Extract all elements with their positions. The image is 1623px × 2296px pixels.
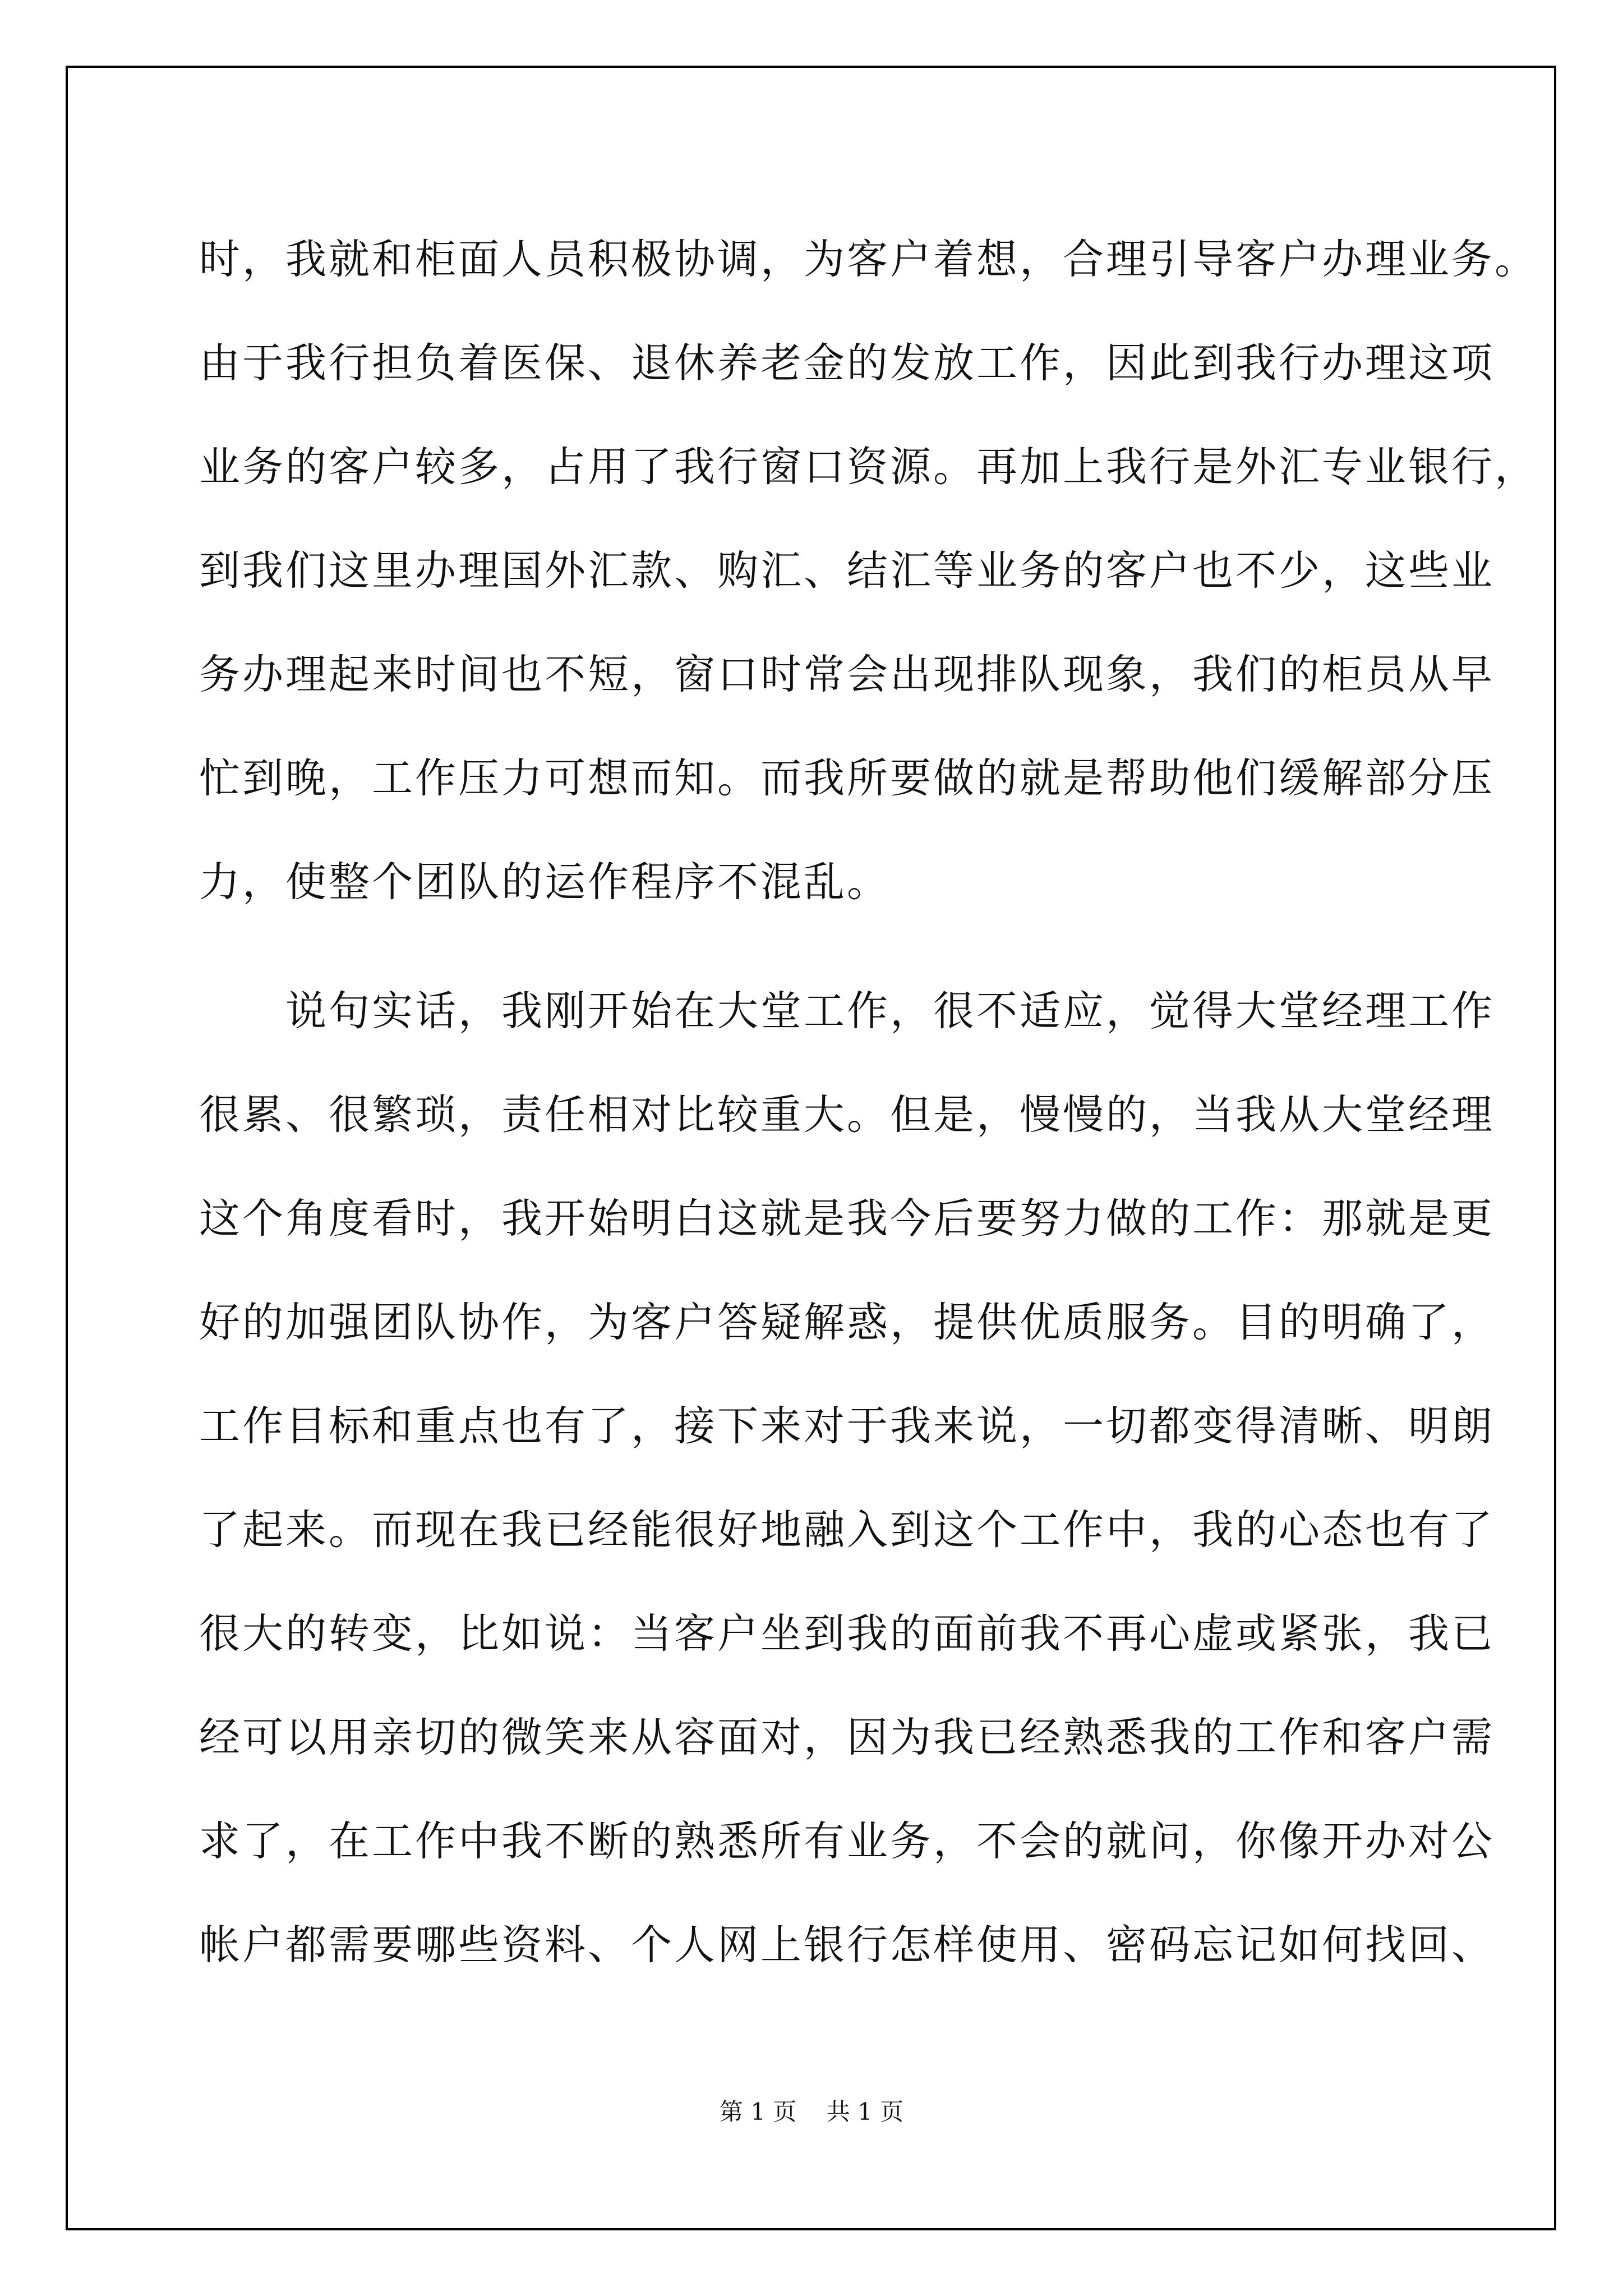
paragraph-spacing — [199, 934, 1433, 959]
paragraph — [199, 208, 1538, 934]
text-line: 力，使整个团队的运作程序不混乱。 — [199, 858, 890, 906]
text-line: 说句实话，我刚开始在大堂工作，很不适应，觉得大堂经理工作 — [199, 987, 1495, 1035]
text-line: 这个角度看时，我开始明白这就是我今后要努力做的工作：那就是更 — [199, 1195, 1495, 1243]
page-footer — [0, 2095, 1623, 2129]
text-line: 工作目标和重点也有了，接下来对于我来说，一切都变得清晰、明朗 — [199, 1402, 1495, 1450]
text-line: 务办理起来时间也不短，窗口时常会出现排队现象，我们的柜员从早 — [199, 651, 1495, 698]
paragraph — [199, 959, 1495, 1997]
text-line: 时，我就和柜面人员积极协调，为客户着想，合理引导客户办理业务。 — [199, 236, 1538, 283]
text-line: 求了，在工作中我不断的熟悉所有业务，不会的就问，你像开办对公 — [199, 1818, 1495, 1865]
text-line: 帐户都需要哪些资料、个人网上银行怎样使用、密码忘记如何找回、 — [199, 1921, 1495, 1969]
text-line: 到我们这里办理国外汇款、购汇、结汇等业务的客户也不少，这些业 — [199, 547, 1495, 595]
page-total: 共 1 页 — [826, 2098, 904, 2125]
text-line: 了起来。而现在我已经能很好地融入到这个工作中，我的心态也有了 — [199, 1506, 1495, 1554]
text-line: 很累、很繁琐，责任相对比较重大。但是，慢慢的，当我从大堂经理 — [199, 1091, 1495, 1139]
text-line: 很大的转变，比如说：当客户坐到我的面前我不再心虚或紧张，我已 — [199, 1610, 1495, 1658]
text-line: 经可以用亲切的微笑来从容面对，因为我已经熟悉我的工作和客户需 — [199, 1714, 1495, 1761]
text-line: 由于我行担负着医保、退休养老金的发放工作，因此到我行办理这项 — [199, 339, 1495, 387]
text-line: 忙到晚，工作压力可想而知。而我所要做的就是帮助他们缓解部分压 — [199, 754, 1495, 802]
text-line: 业务的客户较多，占用了我行窗口资源。再加上我行是外汇专业银行， — [199, 443, 1538, 491]
text-line: 好的加强团队协作，为客户答疑解惑，提供优质服务。目的明确了， — [199, 1299, 1495, 1346]
document-body — [199, 208, 1538, 1997]
page-number: 第 1 页 — [719, 2098, 797, 2125]
